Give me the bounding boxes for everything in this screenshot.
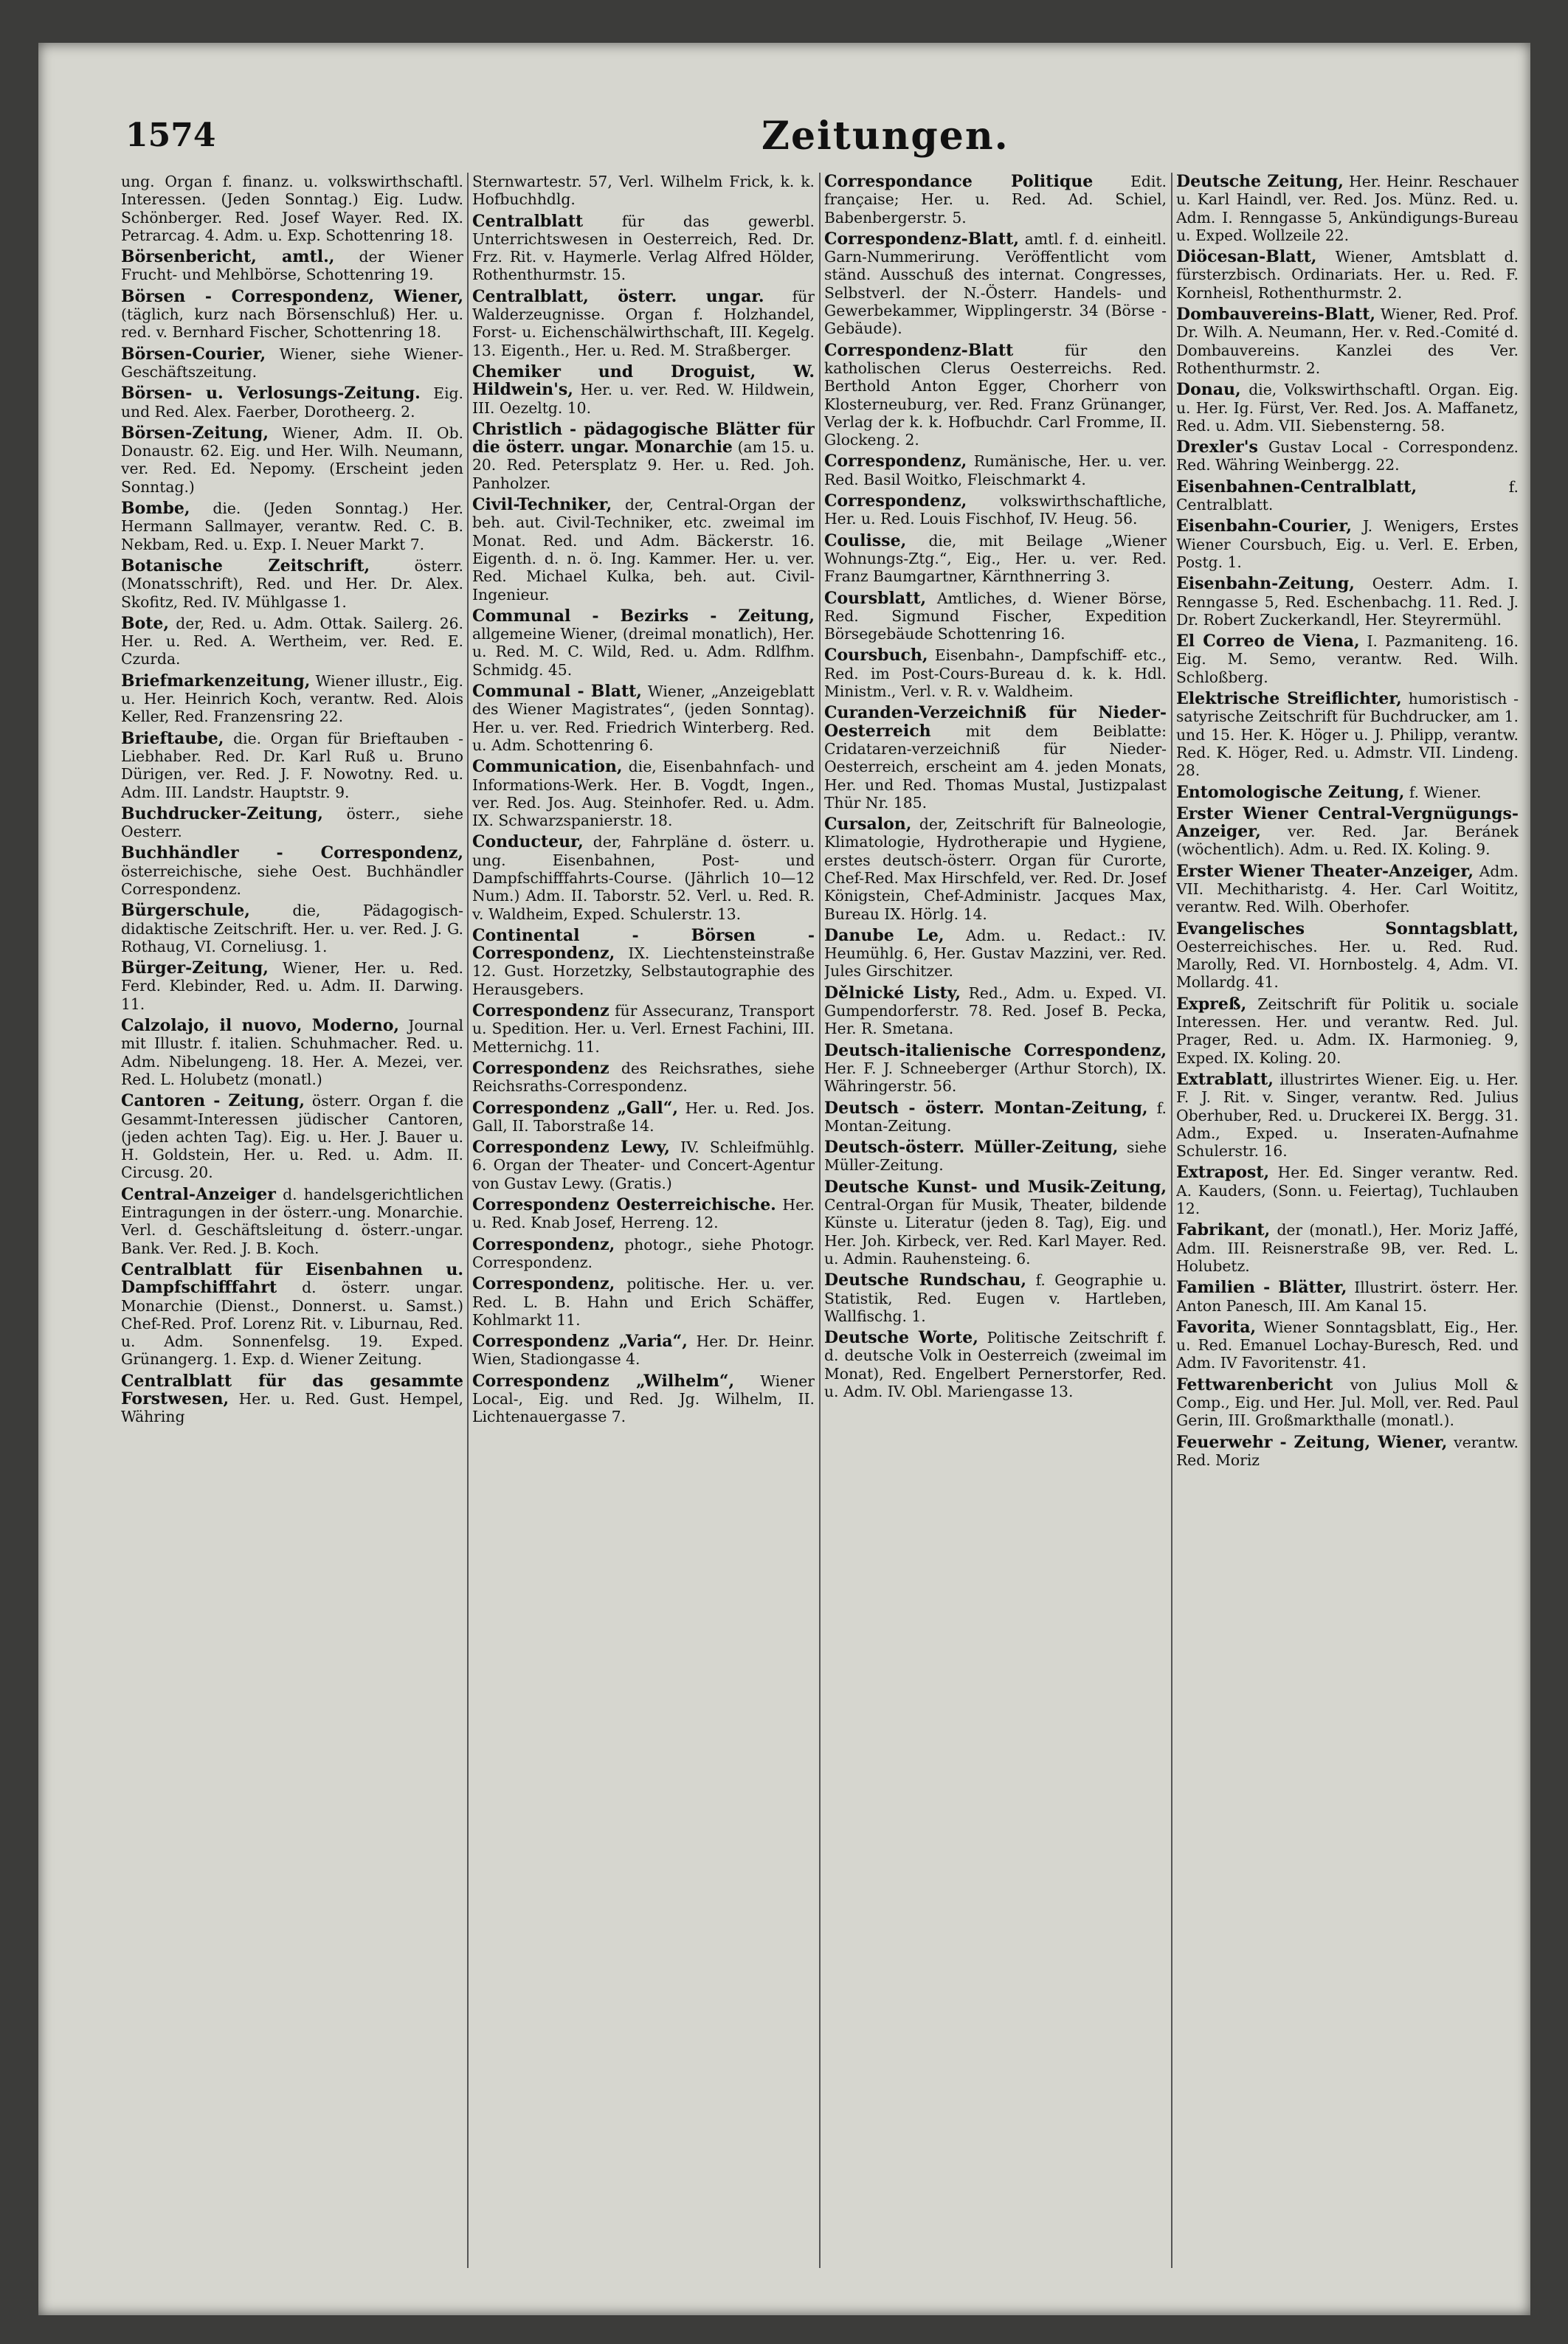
entry-text: allgemeine Wiener, (dreimal monatlich), Her. u. Red. M. C. Wild, Red. u. Adm. Rdlfhm. Schmidg. 45.: [472, 625, 815, 679]
entry-headword: Eisenbahn-Courier,: [1176, 516, 1353, 536]
entry-headword: Donau,: [1176, 380, 1241, 400]
entry-text: Amtliches, d. Wiener Börse, Red. Sigmund Fischer, Expedition Börsegebäude Schottenring 16.: [824, 589, 1167, 643]
entry-headword: Eisenbahnen-Centralblatt,: [1176, 477, 1417, 497]
directory-entry: [1176, 478, 1519, 514]
directory-entry: [472, 927, 815, 998]
directory-entry: [1176, 995, 1519, 1067]
entry-headword: Correspondenz „Gall“,: [472, 1098, 679, 1118]
entry-headword: Correspondenz,: [824, 452, 967, 471]
entry-headword: Correspondenz,: [472, 1274, 615, 1294]
entry-headword: Continental - Börsen - Correspondenz,: [472, 925, 815, 964]
entry-text: Wiener Local-, Eig. und Red. Jg. Wilhelm, II. Lichtenauergasse 7.: [472, 1372, 815, 1426]
entry-headword: Deutsche Kunst- und Musik-Zeitung,: [824, 1177, 1167, 1197]
directory-entry: [824, 492, 1167, 528]
directory-entry: [121, 1261, 463, 1369]
directory-entry: [472, 1059, 815, 1096]
entry-headword: Deutsch-österr. Müller-Zeitung,: [824, 1138, 1119, 1158]
entry-headword: Botanische Zeitschrift,: [121, 556, 370, 575]
entry-text: Journal mit Illustr. f. italien. Schuhmacher. Red. u. Adm. Nibelungeng. 18. Her. A. Mezei, ver. Red. L. Holubetz (monatl.): [121, 1017, 463, 1088]
entry-headword: Conducteur,: [472, 832, 584, 852]
entry-headword: Evangelisches Sonntagsblatt,: [1176, 919, 1519, 938]
entry-text: Wiener, „Anzeigeblatt des Wiener Magistrates“, (jeden Sonntag). Her. u. ver. Red. Friedrich Winterberg. Red. u. Adm. Schottenring 6.: [472, 682, 815, 754]
entry-text: die. (Jeden Sonntag.) Her. Hermann Sallmayer, verantw. Red. C. B. Nekbam, Red. u. Exp. I. Neuer Markt 7.: [121, 499, 463, 553]
entry-text: Wiener, Adm. II. Ob. Donaustr. 62. Eig. und Her. Wilh. Neumann, ver. Red. Ed. Nepomy. (Erscheint jeden Sonntag.): [121, 423, 463, 496]
entry-text: von Julius Moll & Comp., Eig. und Her. Jul. Moll, ver. Red. Paul Gerin, III. Großmarkthalle (monatl.).: [1176, 1375, 1519, 1430]
entry-text: mit dem Beiblatte: Cridataren-verzeichniß für Nieder-Oesterreich, erscheint am 4. jeden Monats, Her. und Red. Thomas Mustal, Justizpalast Thür Nr. 185.: [824, 722, 1167, 812]
entry-headword: Coursblatt,: [824, 588, 927, 608]
entry-headword: Bürgerschule,: [121, 901, 250, 921]
directory-entry: [824, 1178, 1167, 1268]
directory-entry: [1176, 920, 1519, 992]
entry-text: Her. Ed. Singer verantw. Red. A. Kauders, (Sonn. u. Feiertag), Tuchlauben 12.: [1176, 1164, 1519, 1218]
entry-headword: Börsenbericht, amtl.,: [121, 247, 335, 267]
entry-text: Wiener, Red. Prof. Dr. Wilh. A. Neumann, Her. v. Red.-Comité d. Dombauvereins. Kanzlei des Ver. Rothenthurmstr. 2.: [1176, 305, 1519, 377]
page-number: 1574: [125, 117, 216, 154]
entry-text: der, Fahrpläne d. österr. u. ung. Eisenbahnen, Post- und Dampfschifffahrts-Course. (Jährlich 10—12 Num.) Adm. II. Taborstr. 52. Verl. u. Red. R. v. Waldheim, Exped. Schulerstr. 13.: [472, 833, 815, 923]
directory-entry: [824, 590, 1167, 643]
entry-headword: Coursbuch,: [824, 646, 928, 665]
entry-headword: Extrapost,: [1176, 1163, 1270, 1183]
directory-entry: [121, 499, 463, 553]
entry-headword: Familien - Blätter,: [1176, 1278, 1347, 1298]
entry-text: f. Montan-Zeitung.: [824, 1099, 1167, 1135]
directory-entry: [472, 1236, 815, 1272]
directory-entry: [1176, 1221, 1519, 1275]
entry-headword: Fettwarenbericht: [1176, 1375, 1333, 1394]
entry-headword: Civil-Techniker,: [472, 495, 612, 515]
entry-headword: Fabrikant,: [1176, 1220, 1271, 1240]
entry-text: humoristisch - satyrische Zeitschrift für Buchdrucker, am 1. und 15. Her. K. Höger u. J. Philipp, verantw. Red. K. Höger, Red. u. Admstr. VII. Lindeng. 28.: [1176, 690, 1519, 780]
directory-entry: [824, 1099, 1167, 1135]
entry-text: für den katholischen Clerus Oesterreichs. Red. Berthold Anton Egger, Chorherr von Klosterneuburg, ver. Red. Franz Grünanger, Verlag der k. k. Hofbuchdr. Carl Fromme, II. Glockeng. 2.: [824, 341, 1167, 449]
directory-entry: [824, 452, 1167, 488]
entry-text: die, Volkswirthschaftl. Organ. Eig. u. Her. Ig. Fürst, Ver. Red. Jos. A. Maffanetz, Red. u. Adm. VII. Siebensterng. 58.: [1176, 381, 1519, 435]
entry-text: siehe Müller-Zeitung.: [824, 1138, 1167, 1175]
entry-text: Zeitschrift für Politik u. sociale Interessen. Her. und verantw. Red. Jul. Prager, Red. u. Adm. IX. Harmonieg. 9, Exped. IX. Koling. 20.: [1176, 995, 1519, 1067]
entry-headword: Diöcesan-Blatt,: [1176, 247, 1317, 267]
directory-entry: [1176, 1434, 1519, 1470]
directory-entry: [1176, 438, 1519, 474]
entry-headword: Bombe,: [121, 499, 190, 519]
entry-headword: Deutsche Zeitung,: [1176, 173, 1344, 191]
entry-text: österr. Organ f. die Gesammt-Interessen jüdischer Cantoren, (jeden achten Tag). Eig. u. Her. J. Bauer u. H. Goldstein, Her. u. Red. u. Adm. II. Circusg. 20.: [121, 1092, 463, 1182]
entry-text: die. Organ für Brieftauben - Liebhaber. Red. Dr. Karl Ruß u. Bruno Dürigen, ver. Red. J. F. Nowotny. Red. u. Adm. III. Landstr. Hauptstr. 9.: [121, 729, 463, 801]
entry-headword: Correspondenz Lewy,: [472, 1138, 670, 1158]
entry-headword: Eisenbahn-Zeitung,: [1176, 574, 1355, 594]
entry-headword: Dělnické Listy,: [824, 983, 961, 1003]
entry-headword: Correspondenz: [472, 1001, 609, 1021]
entry-headword: Börsen-Zeitung,: [121, 423, 269, 443]
entry-headword: Expreß,: [1176, 994, 1247, 1014]
page-title: Zeitungen.: [761, 114, 1009, 159]
entry-text: Red., Adm. u. Exped. VI. Gumpendorferstr. 78. Red. Josef B. Pecka, Her. R. Smetana.: [824, 983, 1167, 1038]
directory-entry: [1176, 1279, 1519, 1315]
directory-entry: [121, 384, 463, 421]
entry-text: Illustrirt. österr. Her. Anton Panesch, III. Am Kanal 15.: [1176, 1279, 1519, 1315]
directory-entry: [121, 557, 463, 611]
entry-text: für Walderzeugnisse. Organ f. Holzhandel, Forst- u. Eichenschälwirthschaft, III. Kegelg. 13. Eigenth., Her. u. Red. M. Straßberger.: [472, 287, 815, 359]
directory-entry: [472, 1099, 815, 1135]
column-3: [824, 173, 1167, 2298]
directory-entry: [1176, 248, 1519, 302]
entry-text: verantw. Red. Moriz: [1176, 1433, 1519, 1469]
entry-headword: Correspondance Politique: [824, 173, 1094, 191]
entry-text: die, Pädagogisch-didaktische Zeitschrift. Her. u. ver. Red. J. G. Rothaug, VI. Corneliusg. 1.: [121, 902, 463, 955]
entry-text: Sternwartestr. 57, Verl. Wilhelm Frick, k. k. Hofbuchhdlg.: [472, 173, 815, 209]
entry-headword: Börsen-Courier,: [121, 344, 266, 364]
entry-headword: Correspondenz „Wilhelm“,: [472, 1371, 735, 1391]
entry-text: Adm. VII. Mechitharistg. 4. Her. Carl Woititz, verantw. Red. Wilh. Oberhofer.: [1176, 862, 1519, 916]
directory-entry: [121, 959, 463, 1013]
directory-entry: [1176, 784, 1519, 801]
entry-headword: Cursalon,: [824, 815, 912, 834]
directory-entry: [121, 1017, 463, 1088]
entry-text: der (monatl.), Her. Moriz Jaffé, Adm. III. Reisnerstraße 9B, ver. Red. L. Holubetz.: [1176, 1221, 1519, 1275]
directory-entry: [121, 248, 463, 284]
entry-headword: Briefmarkenzeitung,: [121, 671, 311, 691]
entry-text: politische. Her. u. ver. Red. L. B. Hahn und Erich Schäffer, Kohlmarkt 11.: [472, 1275, 815, 1329]
directory-entry: [1176, 173, 1519, 244]
directory-entry: [824, 984, 1167, 1038]
directory-entry: [824, 230, 1167, 338]
entry-text: I. Pazmaniteng. 16. Eig. M. Semo, verantw. Red. Wilh. Schloßberg.: [1176, 632, 1519, 686]
entry-headword: Communication,: [472, 757, 623, 777]
entry-headword: Central-Anzeiger: [121, 1184, 276, 1204]
entry-headword: Deutsche Worte,: [824, 1328, 978, 1348]
entry-text: österr., siehe Oesterr.: [121, 804, 463, 841]
entry-headword: Buchdrucker-Zeitung,: [121, 803, 323, 823]
directory-entry: [472, 1002, 815, 1056]
entry-text: Wiener, siehe Wiener-Geschäftszeitung.: [121, 345, 463, 381]
directory-entry: [472, 607, 815, 679]
directory-entry: [1176, 305, 1519, 377]
entry-text: ung. Organ f. finanz. u. volkswirthschaftl. Interessen. (Jeden Sonntag.) Eig. Ludw. Schönberger. Red. Josef Wayer. Red. IX. Petrarcag. 4. Adm. u. Exp. Schottenring 18.: [121, 173, 463, 244]
directory-entry: [472, 421, 815, 492]
entry-text: der, Central-Organ der beh. aut. Civil-Techniker, etc. zweimal im Monat. Red. und Adm. Bäckerstr. 16. Eigenth. d. n. ö. Ing. Kammer. Her. u. ver. Red. Michael Kulka, beh. aut. Civil-Ingenieur.: [472, 496, 815, 604]
directory-entry: [1176, 1376, 1519, 1430]
entry-headword: Christlich - pädagogische Blätter für die österr. ungar. Monarchie: [472, 419, 815, 457]
directory-entry: [1176, 805, 1519, 859]
entry-text: Wiener, Amtsblatt d. fürsterzbisch. Ordinariats. Her. u. Red. F. Kornheisl, Rothenthurmstr. 2.: [1176, 248, 1519, 302]
entry-headword: Centralblatt für Eisenbahnen u. Dampfschifffahrt: [121, 1259, 463, 1298]
entry-text: der Wiener Frucht- und Mehlbörse, Schottenring 19.: [121, 248, 463, 284]
entry-text: volkswirthschaftliche, Her. u. Red. Louis Fischhof, IV. Heug. 56.: [824, 492, 1167, 528]
entry-text: Wiener, Her. u. Red. Ferd. Klebinder, Red. u. Adm. II. Darwing. 11.: [121, 959, 463, 1013]
entry-text: d. österr. ungar. Monarchie (Dienst., Donnerst. u. Samst.) Chef-Red. Prof. Lorenz Rit. v. Liburnau, Red. u. Adm. Sonnenfelsg. 19. Exped. Grünangerg. 1. Exp. d. Wiener Zeitung.: [121, 1279, 463, 1369]
entry-text: IX. Liechtensteinstraße 12. Gust. Horzetzky, Selbstautographie des Herausgebers.: [472, 944, 815, 998]
directory-entry: [472, 833, 815, 922]
entry-headword: Communal - Bezirks - Zeitung,: [472, 606, 815, 626]
directory-entry: [121, 805, 463, 841]
entry-headword: Erster Wiener Theater-Anzeiger,: [1176, 861, 1474, 881]
entry-headword: El Correo de Viena,: [1176, 632, 1360, 651]
entry-headword: Favorita,: [1176, 1317, 1257, 1337]
directory-entry: [824, 927, 1167, 981]
directory-entry: [121, 345, 463, 381]
entry-text: photogr., siehe Photogr. Correspondenz.: [472, 1235, 815, 1271]
entry-text: Her. Heinr. Reschauer u. Karl Haindl, ver. Red. Jos. Münz. Red. u. Adm. I. Renngasse 5, Ankündigungs-Bureau u. Exped. Wollzeile 22.: [1176, 173, 1519, 244]
entry-headword: Börsen - Correspondenz, Wiener,: [121, 286, 463, 306]
entry-headword: Centralblatt, österr. ungar.: [472, 286, 764, 306]
directory-entry: [824, 646, 1167, 700]
document-page: [38, 43, 1530, 2315]
entry-headword: Börsen- u. Verlosungs-Zeitung.: [121, 384, 421, 404]
directory-entry: [824, 1138, 1167, 1175]
entry-text: österr. (Monatsschrift), Red. und Her. Dr. Alex. Skofitz, Red. IV. Mühlgasse 1.: [121, 556, 463, 611]
directory-entry: [472, 1196, 815, 1232]
entry-headword: Coulisse,: [824, 530, 907, 550]
entry-headword: Centralblatt: [472, 211, 584, 231]
entry-headword: Extrablatt,: [1176, 1069, 1274, 1089]
directory-entry: [472, 363, 815, 417]
entry-headword: Danube Le,: [824, 925, 944, 945]
entry-headword: Brieftaube,: [121, 728, 224, 748]
directory-entry: [1176, 862, 1519, 916]
column-4: [1176, 173, 1519, 2298]
directory-entry: [1176, 1164, 1519, 1217]
entry-text: amtl. f. d. einheitl. Garn-Nummerirung. Veröffentlicht vom ständ. Ausschuß des internat. Congresses, Selbstverl. der N.-Österr. Handels- und Gewerbekammer, Wipplingerstr. 34 (Börse - Gebäude).: [824, 229, 1167, 338]
entry-text: Adm. u. Redact.: IV. Heumühlg. 6, Her. Gustav Mazzini, ver. Red. Jules Girschitzer.: [824, 926, 1167, 981]
entry-headword: Communal - Blatt,: [472, 682, 642, 702]
column-1: [121, 173, 463, 2298]
directory-entry: [121, 424, 463, 496]
entry-headword: Buchhändler - Correspondenz,: [121, 843, 463, 863]
entry-headword: Deutsche Rundschau,: [824, 1270, 1027, 1290]
directory-entry: [1176, 1071, 1519, 1160]
directory-entry: [1176, 1318, 1519, 1372]
directory-columns: [121, 173, 1523, 2298]
entry-headword: Correspondenz-Blatt,: [824, 229, 1019, 249]
directory-entry: [472, 496, 815, 604]
entry-headword: Correspondenz „Varia“,: [472, 1332, 688, 1352]
directory-entry: [472, 173, 815, 209]
entry-text: Central-Organ für Musik, Theater, bildende Künste u. Literatur (jeden 8. Tag), Eig. und Her. Joh. Kirbeck, ver. Red. Karl Mayer. Red. u. Admin. Rauhensteing. 6.: [824, 1196, 1167, 1268]
directory-entry: [472, 1275, 815, 1329]
entry-text: die, mit Beilage „Wiener Wohnungs-Ztg.“, Eig., Her. u. ver. Red. Franz Baumgartner, Kärnthnerring 3.: [824, 531, 1167, 586]
directory-entry: [1176, 517, 1519, 571]
entry-text: ver. Red. Jar. Beránek (wöchentlich). Adm. u. Red. IX. Koling. 9.: [1176, 823, 1519, 859]
directory-entry: [824, 1042, 1167, 1096]
entry-headword: Correspondenz Oesterreichische.: [472, 1195, 776, 1215]
entry-text: Politische Zeitschrift f. d. deutsche Volk in Oesterreich (zweimal im Monat), Red. Engelbert Pernerstorfer, Red. u. Adm. IV. Obl. Mariengasse 13.: [824, 1329, 1167, 1400]
entry-text: für Assecuranz, Transport u. Spedition. Her. u. Verl. Ernest Fachini, III. Metternichg. 11.: [472, 1002, 815, 1056]
entry-text: Her. F. J. Schneeberger (Arthur Storch), IX. Währingerstr. 56.: [824, 1059, 1167, 1096]
entry-headword: Feuerwehr - Zeitung, Wiener,: [1176, 1432, 1448, 1452]
directory-entry: [472, 1372, 815, 1426]
directory-entry: [121, 672, 463, 726]
entry-text: Her. u. Red. Jos. Gall, II. Taborstraße 14.: [472, 1099, 815, 1135]
column-2: [472, 173, 815, 2298]
entry-text: d. handelsgerichtlichen Eintragungen in der österr.-ung. Monarchie. Verl. d. Geschäftsleitung d. österr.-ungar. Bank. Ver. Red. J. B. Koch.: [121, 1185, 463, 1257]
directory-entry: [824, 704, 1167, 812]
entry-headword: Deutsch-italienische Correspondenz,: [824, 1040, 1167, 1060]
directory-entry: [1176, 690, 1519, 779]
entry-headword: Correspondenz,: [824, 491, 967, 511]
entry-text: Oesterreichisches. Her. u. Red. Rud. Marolly, Red. VI. Hornbostelg. 4, Adm. VI. Mollardg. 41.: [1176, 937, 1519, 992]
directory-entry: [472, 758, 815, 829]
entry-text: österreichische, siehe Oest. Buchhändler Correspondenz.: [121, 862, 463, 898]
directory-entry: [121, 615, 463, 668]
entry-headword: Dombauvereins-Blatt,: [1176, 305, 1376, 325]
directory-entry: [121, 730, 463, 801]
directory-entry: [472, 1138, 815, 1192]
entry-headword: Bote,: [121, 613, 170, 633]
directory-entry: [824, 342, 1167, 449]
entry-text: (am 15. u. 20. Red. Petersplatz 9. Her. u. Red. Joh. Panholzer.: [472, 438, 815, 492]
entry-text: Rumänische, Her. u. ver. Red. Basil Woitko, Fleischmarkt 4.: [824, 452, 1167, 488]
directory-entry: [824, 815, 1167, 923]
entry-text: der, Red. u. Adm. Ottak. Sailerg. 26. Her. u. Red. A. Wertheim, ver. Red. E. Czurda.: [121, 614, 463, 668]
directory-entry: [121, 844, 463, 898]
directory-entry: [824, 173, 1167, 227]
entry-headword: Erster Wiener Central-Vergnügungs-Anzeiger,: [1176, 803, 1519, 842]
entry-text: Eig. und Red. Alex. Faerber, Dorotheerg. 2.: [121, 384, 463, 421]
directory-entry: [121, 173, 463, 244]
entry-headword: Centralblatt für das gesammte Forstwesen,: [121, 1371, 463, 1408]
entry-text: (täglich, kurz nach Börsenschluß) Her. u. red. v. Bernhard Fischer, Schottenring 18.: [121, 305, 463, 342]
entry-headword: Calzolajo, il nuovo, Moderno,: [121, 1016, 400, 1036]
entry-text: J. Wenigers, Erstes Wiener Coursbuch, Eig. u. Verl. E. Erben, Postg. 1.: [1176, 517, 1519, 571]
directory-entry: [1176, 632, 1519, 686]
entry-text: Her. u. Red. Gust. Hempel, Währing: [121, 1390, 463, 1426]
entry-text: Wiener Sonntagsblatt, Eig., Her. u. Red. Emanuel Lochay-Buresch, Red. und Adm. IV Favoritenstr. 41.: [1176, 1318, 1519, 1372]
entry-headword: Curanden-Verzeichniß für Nieder-Oesterreich: [824, 703, 1167, 741]
entry-headword: Correspondenz: [472, 1058, 609, 1078]
entry-headword: Drexler's: [1176, 438, 1258, 457]
entry-headword: Chemiker und Droguist, W. Hildwein's,: [472, 362, 815, 400]
entry-headword: Bürger-Zeitung,: [121, 958, 269, 978]
directory-entry: [824, 1329, 1167, 1400]
directory-entry: [1176, 381, 1519, 435]
entry-text: des Reichsrathes, siehe Reichsraths-Correspondenz.: [472, 1059, 815, 1096]
entry-text: Oesterr. Adm. I. Renngasse 5, Red. Eschenbachg. 11. Red. J. Dr. Robert Zuckerkandl, Her. Steyrermühl.: [1176, 575, 1519, 629]
entry-headword: Deutsch - österr. Montan-Zeitung,: [824, 1098, 1148, 1118]
entry-text: IV. Schleifmühlg. 6. Organ der Theater- und Concert-Agentur von Gustav Lewy. (Gratis.): [472, 1138, 815, 1192]
entry-headword: Correspondenz,: [472, 1234, 615, 1254]
directory-entry: [121, 288, 463, 342]
entry-text: der, Zeitschrift für Balneologie, Klimatologie, Hydrotherapie und Hygiene, erstes deutsch-österr. Organ für Curorte, Chef-Red. Max Hirschfeld, ver. Red. Dr. Josef Königstein, Chef-Administr. Jacques Max, Bureau IX. Hörlg. 14.: [824, 815, 1167, 923]
entry-text: Edit. française; Her. u. Red. Ad. Schiel, Babenbergerstr. 5.: [824, 173, 1167, 227]
entry-text: Eisenbahn-, Dampfschiff- etc., Red. im Post-Cours-Bureau d. k. k. Hdl. Ministm., Verl. v. R. v. Waldheim.: [824, 646, 1167, 701]
directory-entry: [1176, 575, 1519, 629]
entry-text: f. Centralblatt.: [1176, 477, 1519, 514]
directory-entry: [472, 288, 815, 359]
entry-text: für das gewerbl. Unterrichtswesen in Oesterreich, Red. Dr. Frz. Rit. v. Haymerle. Verlag Alfred Hölder, Rothenthurmstr. 15.: [472, 212, 815, 284]
directory-entry: [824, 1271, 1167, 1325]
entry-headword: Cantoren - Zeitung,: [121, 1091, 305, 1111]
directory-entry: [824, 532, 1167, 586]
entry-text: Her. Dr. Heinr. Wien, Stadiongasse 4.: [472, 1332, 815, 1369]
page-header: [38, 43, 1530, 168]
entry-text: Wiener illustr., Eig. u. Her. Heinrich Koch, verantw. Red. Alois Keller, Red. Franzensring 22.: [121, 671, 463, 726]
entry-headword: Correspondenz-Blatt: [824, 340, 1014, 360]
directory-entry: [472, 212, 815, 284]
directory-entry: [472, 1332, 815, 1369]
entry-text: f. Wiener.: [1409, 783, 1482, 801]
directory-entry: [472, 682, 815, 754]
entry-text: Her. u. ver. Red. W. Hildwein, III. Oezeltg. 10.: [472, 381, 815, 417]
directory-entry: [121, 1186, 463, 1257]
directory-entry: [121, 902, 463, 955]
entry-headword: Entomologische Zeitung,: [1176, 782, 1405, 802]
entry-text: Her. u. Red. Knab Josef, Herreng. 12.: [472, 1196, 815, 1232]
entry-text: illustrirtes Wiener. Eig. u. Her. F. J. Rit. v. Singer, verantw. Red. Julius Oberhuber, Red. u. Druckerei IX. Bergg. 31. Adm., Exped. u. Inseraten-Aufnahme Schulerstr. 16.: [1176, 1070, 1519, 1161]
directory-entry: [121, 1092, 463, 1181]
directory-entry: [121, 1372, 463, 1426]
entry-text: die, Eisenbahnfach- und Informations-Werk. Her. B. Vogdt, Ingen., ver. Red. Jos. Aug. Steinhofer. Red. u. Adm. IX. Schwarzspanierstr. 18.: [472, 758, 815, 830]
entry-text: f. Geographie u. Statistik, Red. Eugen v. Hartleben, Wallfischg. 1.: [824, 1271, 1167, 1325]
entry-text: Gustav Local - Correspondenz. Red. Währing Weinbergg. 22.: [1176, 438, 1519, 474]
entry-headword: Elektrische Streiflichter,: [1176, 689, 1402, 709]
